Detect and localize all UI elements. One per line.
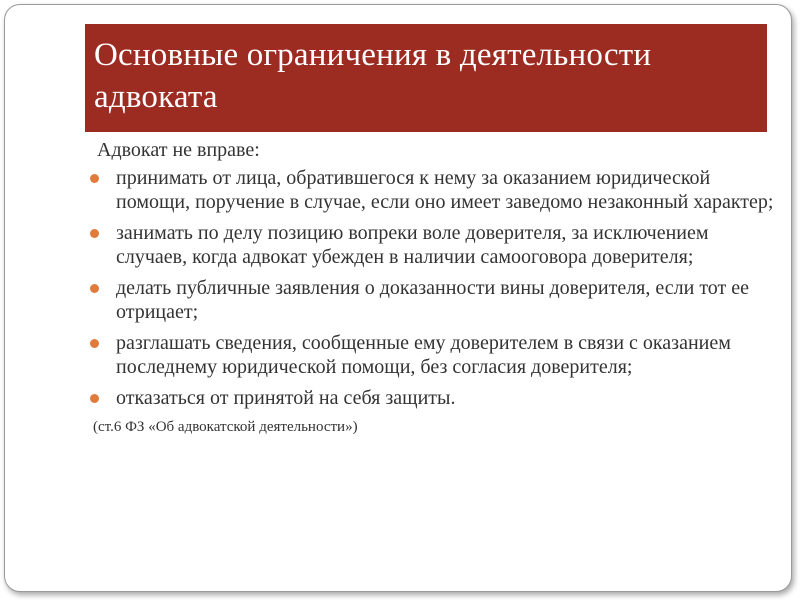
source-note: (ст.6 ФЗ «Об адвокатской деятельности») — [93, 419, 358, 435]
bullet-list — [85, 166, 775, 410]
round-bullet-icon — [90, 174, 99, 183]
round-bullet-icon — [90, 339, 99, 348]
list-item — [85, 221, 775, 269]
list-item — [85, 166, 775, 214]
bullet-text: делать публичные заявления о доказанности вины доверителя, если тот ее отрицает; — [116, 277, 750, 323]
bullet-text: занимать по делу позицию вопреки воле доверителя, за исключением случаев, когда адвокат убежден в наличии самооговора доверителя; — [116, 222, 709, 268]
slide-frame — [4, 4, 792, 592]
list-item — [85, 331, 775, 379]
round-bullet-icon — [90, 229, 99, 238]
round-bullet-icon — [90, 394, 99, 403]
slide-title: Основные ограничения в деятельности адвоката — [94, 37, 652, 115]
bullet-text: отказаться от принятой на себя защиты. — [116, 387, 456, 409]
list-item — [85, 276, 775, 324]
bullet-text: принимать от лица, обратившегося к нему за оказанием юридической помощи, поручение в случае, если оно имеет заведомо незаконный характер; — [116, 167, 774, 213]
list-item — [85, 386, 775, 410]
round-bullet-icon — [90, 284, 99, 293]
bullet-text: разглашать сведения, сообщенные ему доверителем в связи с оказанием последнему юридической помощи, без согласия доверителя; — [116, 332, 731, 378]
slide-content — [85, 138, 775, 437]
intro-text: Адвокат не вправе: — [97, 139, 260, 161]
title-bar — [85, 24, 767, 132]
